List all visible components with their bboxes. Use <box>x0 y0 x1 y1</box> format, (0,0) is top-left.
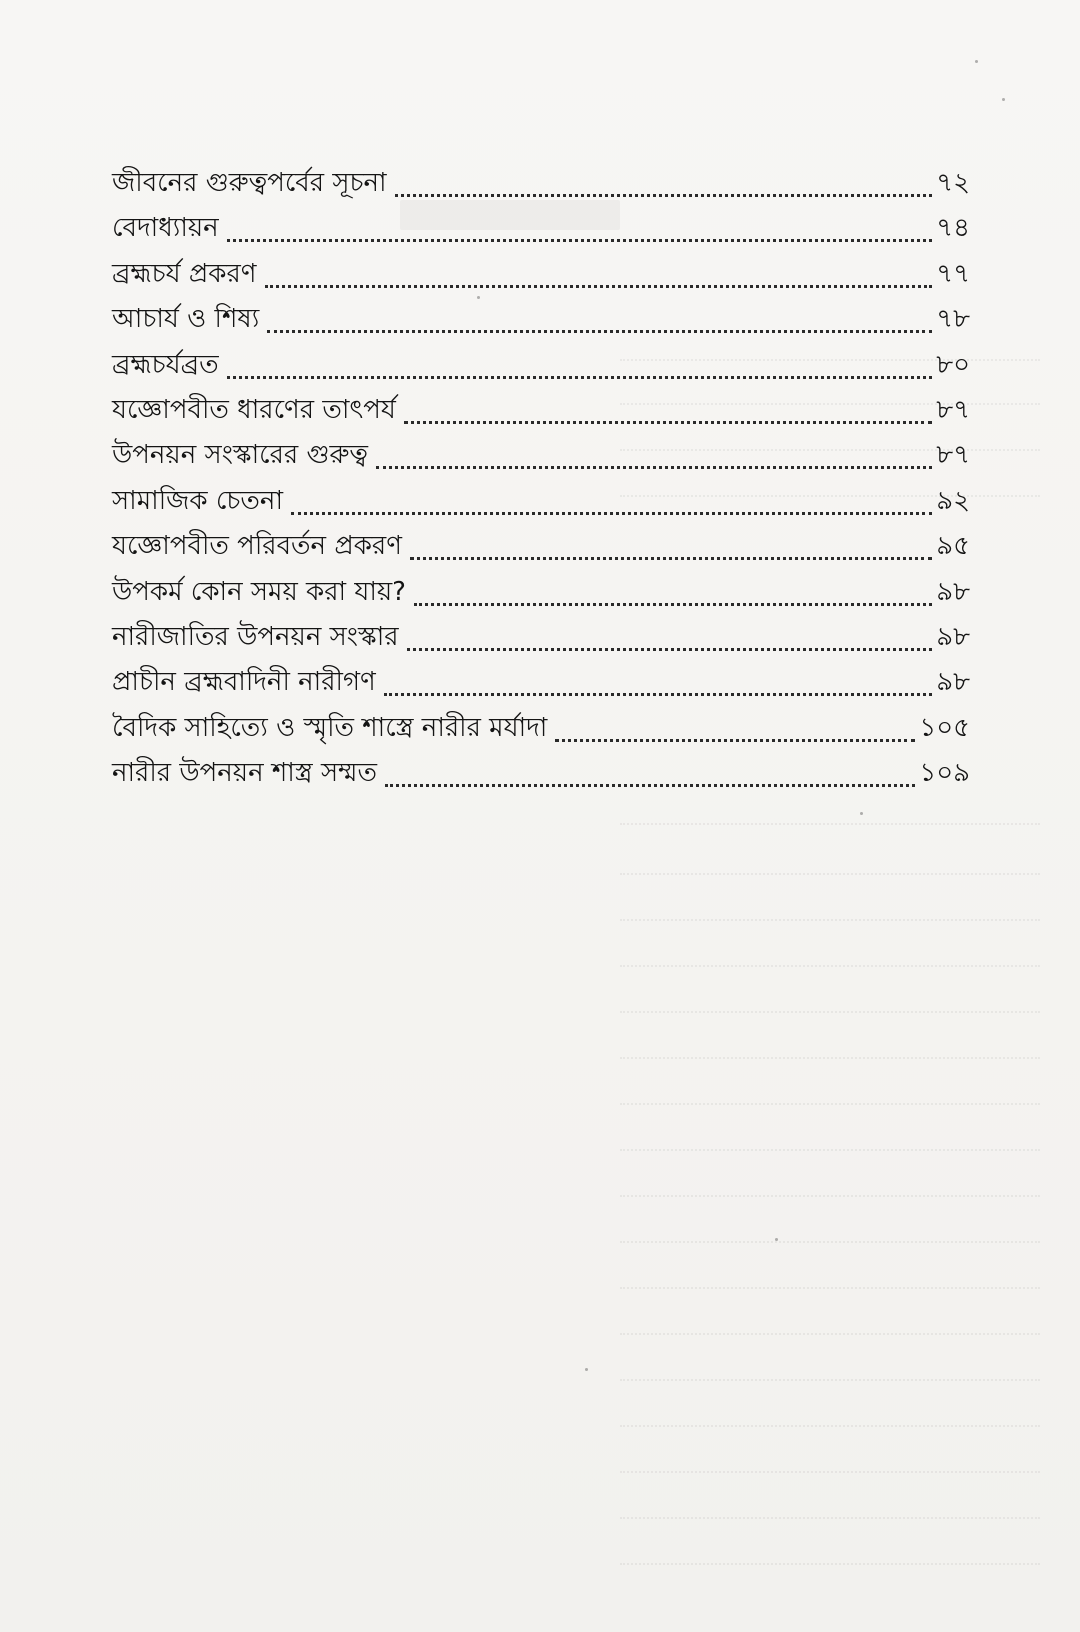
toc-entry-title: যজ্ঞোপবীত পরিবর্তন প্রকরণ <box>112 531 402 562</box>
show-through-line <box>620 870 1040 875</box>
toc-entry-page: ৮৭ <box>936 394 970 425</box>
toc-entry <box>112 620 970 660</box>
show-through-line <box>620 820 1040 825</box>
toc-entry-page: ৭৮ <box>936 304 970 335</box>
show-through-line <box>620 1376 1040 1381</box>
toc-entry <box>112 211 970 251</box>
toc-entry-page: ৯৫ <box>936 531 970 562</box>
dot-leader <box>384 693 933 696</box>
dot-leader <box>414 603 932 606</box>
toc-entry-title: প্রাচীন ব্রহ্মবাদিনী নারীগণ <box>112 667 376 698</box>
toc-entry-page: ৯৮ <box>936 576 970 607</box>
dot-leader <box>555 739 915 742</box>
toc-entry <box>112 711 970 751</box>
toc-entry <box>112 756 970 796</box>
dot-leader <box>410 557 932 560</box>
toc-entry <box>112 257 970 297</box>
dust-speck <box>860 812 863 815</box>
dust-speck <box>585 1368 588 1371</box>
toc-entry-title: আচার্য ও শিষ্য <box>112 304 260 335</box>
show-through-line <box>620 1284 1040 1289</box>
toc-entry <box>112 575 970 615</box>
toc-entry <box>112 438 970 478</box>
show-through-line <box>620 1560 1040 1565</box>
dust-speck <box>1002 98 1005 101</box>
toc-entry <box>112 302 970 342</box>
dot-leader <box>395 194 933 197</box>
toc-entry-title: যজ্ঞোপবীত ধারণের তাৎপর্য <box>112 394 396 425</box>
show-through-line <box>620 1468 1040 1473</box>
toc-entry <box>112 393 970 433</box>
toc-entry <box>112 484 970 524</box>
dot-leader <box>407 648 933 651</box>
toc-entry-title: ব্রহ্মচর্য প্রকরণ <box>112 258 257 289</box>
toc-entry-title: সামাজিক চেতনা <box>112 485 283 516</box>
table-of-contents <box>112 166 970 801</box>
toc-entry-page: ১০৯ <box>919 758 970 789</box>
show-through-line <box>620 1054 1040 1059</box>
dot-leader <box>227 239 933 242</box>
show-through-line <box>620 916 1040 921</box>
show-through-line <box>620 1146 1040 1151</box>
toc-entry-title: জীবনের গুরুত্বপর্বের সূচনা <box>112 168 387 198</box>
toc-entry <box>112 665 970 705</box>
dot-leader <box>265 285 933 288</box>
dot-leader <box>404 421 932 424</box>
show-through-line <box>620 1422 1040 1427</box>
toc-entry-title: বেদাধ্যায়ন <box>112 213 219 244</box>
show-through-line <box>620 1192 1040 1197</box>
toc-entry-title: ব্রহ্মচর্যব্রত <box>112 349 219 380</box>
dot-leader <box>385 784 915 787</box>
toc-entry-page: ৮৭ <box>936 440 970 471</box>
show-through-line <box>620 1238 1040 1243</box>
show-through-line <box>620 962 1040 967</box>
dust-speck <box>775 1238 778 1241</box>
toc-entry-page: ৯৮ <box>936 667 970 698</box>
toc-entry-page: ৮০ <box>936 349 970 380</box>
dust-speck <box>975 60 978 63</box>
toc-entry-page: ৭২ <box>936 168 970 198</box>
dot-leader <box>376 466 932 469</box>
toc-entry-title: নারীর উপনয়ন শাস্ত্র সম্মত <box>112 758 377 789</box>
toc-entry <box>112 348 970 388</box>
toc-entry-page: ৭৭ <box>936 258 970 289</box>
show-through-line <box>620 1100 1040 1105</box>
dot-leader <box>291 512 932 515</box>
toc-entry-title: নারীজাতির উপনয়ন সংস্কার <box>112 621 399 652</box>
toc-entry-title: উপনয়ন সংস্কারের গুরুত্ব <box>112 440 368 471</box>
show-through-line <box>620 1008 1040 1013</box>
dot-leader <box>267 330 932 333</box>
toc-entry-page: ১০৫ <box>919 712 970 743</box>
toc-entry-page: ৭৪ <box>936 213 970 244</box>
show-through-line <box>620 1330 1040 1335</box>
show-through-line <box>620 1514 1040 1519</box>
dot-leader <box>227 376 933 379</box>
toc-entry-page: ৯৮ <box>936 621 970 652</box>
toc-entry-title: উপকর্ম কোন সময় করা যায়? <box>112 576 406 607</box>
toc-entry <box>112 529 970 569</box>
toc-entry-title: বৈদিক সাহিত্যে ও স্মৃতি শাস্ত্রে নারীর মর্যাদা <box>112 712 548 743</box>
toc-entry <box>112 166 970 206</box>
toc-entry-page: ৯২ <box>936 485 970 516</box>
